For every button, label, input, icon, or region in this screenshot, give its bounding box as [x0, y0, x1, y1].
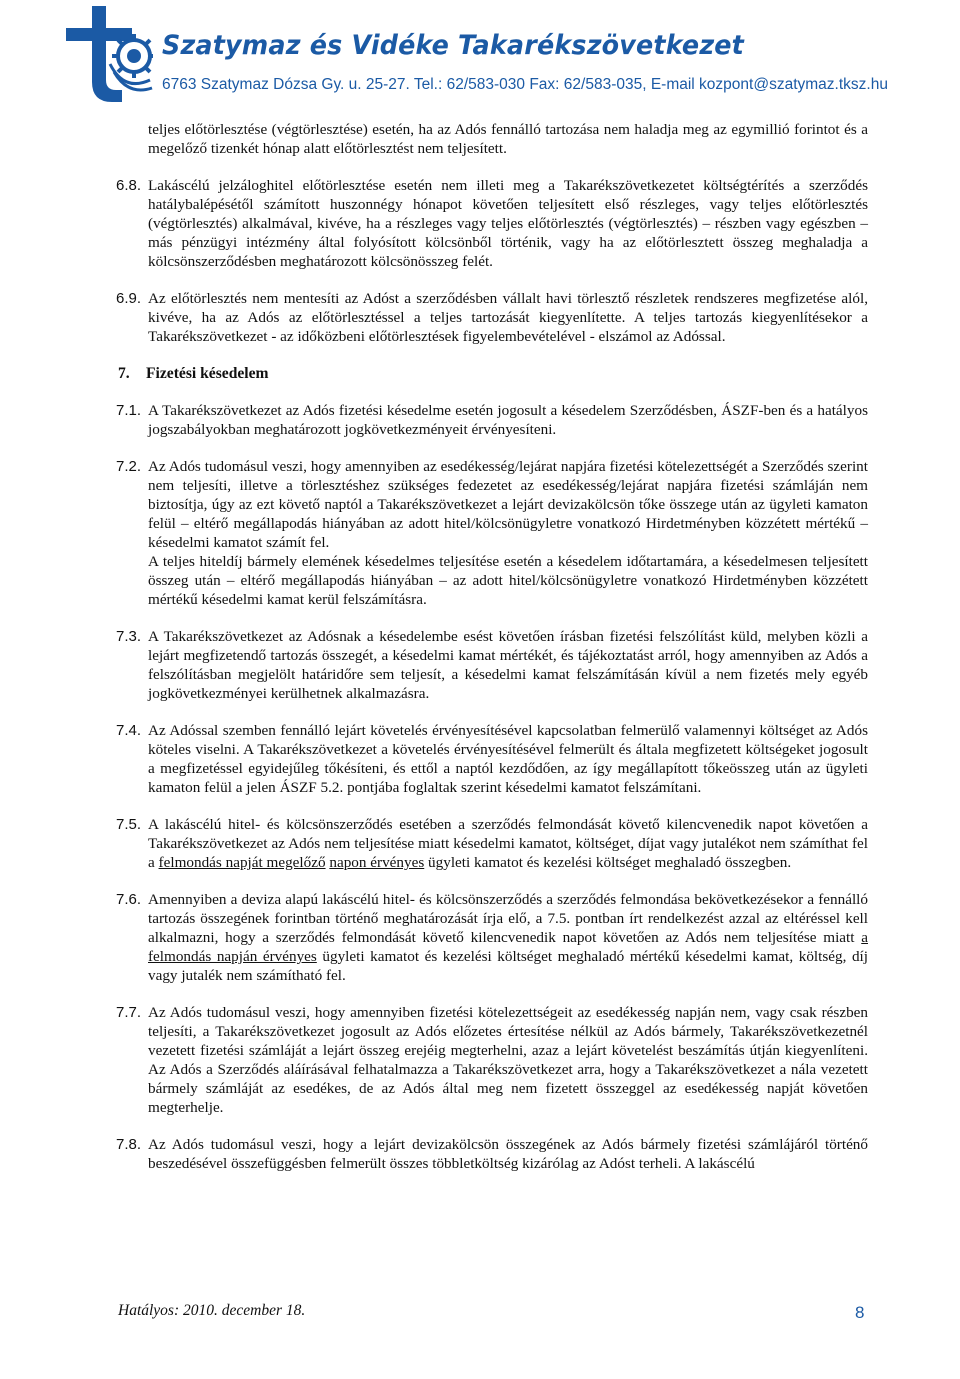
paragraph-6-9 — [118, 289, 868, 346]
paragraph-text: Az előtörlesztés nem mentesíti az Adóst a szerződésben vállalt havi törlesztő részletek rendszeres megfizetése alól, kivéve, ha az Adós az előtörlesztéssel a teljes tartozását kiegyenlítette. A teljes tartozás kiegyenlítésekor a Takarékszövetkezet - az időközbeni előtörlesztések figyelembevételével - elszámol az Adóssal. — [148, 290, 868, 345]
page-header — [0, 0, 960, 110]
paragraph-text-start: A lakáscélú hitel- és kölcsönszerződés esetében a szerződés felmondását követő kilencvenedik napot követően a Takarékszövetkezet az Adós nem teljesítése miatt késedelmi kamatot, költséget, díjat vagy jutalékot nem számíthat fel a — [148, 816, 868, 871]
organization-name: Szatymaz és Vidéke Takarékszövetkezet — [162, 30, 745, 61]
document-body — [118, 120, 868, 1191]
paragraph-number: 7.7. — [116, 1004, 142, 1021]
paragraph-text: Lakáscélú jelzáloghitel előtörlesztése esetén nem illeti meg a Takarékszövetkezetet költségtérítés a szerződés hatálybalépésétől számított huszonnégy hónapot követően teljesített első részleges, vagy teljes előtörlesztés (végtörlesztés) alkalmával, kivéve, ha a részleges vagy teljes előtörlesztés (végtörlesztés) – részben vagy egészben – más pénzügyi intézmény által folyósított kölcsönből történik, vagy ha az előtörlesztett összeg meghaladja a kölcsönszerződésben meghatározott kölcsönösszeg felét. — [148, 177, 868, 270]
effective-date: Hatályos: 2010. december 18. — [118, 1302, 306, 1319]
section-heading-7 — [118, 364, 868, 383]
paragraph-number: 7.1. — [116, 402, 142, 419]
paragraph-7-4 — [118, 721, 868, 797]
paragraph-number: 7.5. — [116, 816, 142, 833]
paragraph-text: Az Adóssal szemben fennálló lejárt követelés érvényesítésével kapcsolatban felmerülő valamennyi költséget az Adós köteles viselni. A Takarékszövetkezet a követelés érvényesítésével felmerült és általa megfizetett költségeket jogosult a megfizetéssel egyidejűleg tőkésíteni, és ettől a naptól kezdődően, az így megállapított tőkeösszeg után az ügyleti kamaton felül a jelen ÁSZF 5.2. pontjába foglaltak szerint késedelmi kamatot felszámítani. — [148, 722, 868, 796]
paragraph-text: A Takarékszövetkezet az Adós fizetési késedelme esetén jogosult a késedelem Szerződésben, ÁSZF-ben és a hatályos jogszabályokban meghatározott jogkövetkezményeit érvényesíteni. — [148, 402, 868, 438]
paragraph-7-8 — [118, 1135, 868, 1173]
paragraph-7-5 — [118, 815, 868, 872]
paragraph-text: Az Adós tudomásul veszi, hogy amennyiben az esedékesség/lejárat napjára fizetési kötelezettségét a Szerződés szerint nem teljesíti, illetve a törlesztéshez szükséges fedezetet az esedékesség/lejárat napjára fizetési számláján nem biztosítja, úgy az ezt követő naptól a Takarékszövetkezet a lejárt devizakölcsön tőke összege után az ügyleti kamaton felül – eltérő megállapodás hiányában az adott hitel/kölcsönügyletre vonatkozó Hirdetményben közzétett mértékű – késedelmi kamatot számít fel. — [148, 458, 868, 551]
paragraph-text: Az Adós tudomásul veszi, hogy a lejárt devizakölcsön összegének az Adós bármely fizetési számlájáról történő beszedésével összefüggésben felmerült összes többletköltség kizárólag az Adóst terheli. A lakáscélú — [148, 1136, 868, 1172]
paragraph-number: 6.8. — [116, 177, 142, 194]
section-number: 7. — [118, 365, 130, 382]
paragraph-7-7 — [118, 1003, 868, 1117]
paragraph-number: 7.4. — [116, 722, 142, 739]
underlined-phrase: napon érvényes — [329, 854, 425, 871]
paragraph-number: 7.2. — [116, 458, 142, 475]
paragraph-number: 7.8. — [116, 1136, 142, 1153]
paragraph-text-end: ügyleti kamatot és kezelési költséget meghaladó összegben. — [424, 854, 792, 871]
paragraph-7-2 — [118, 457, 868, 609]
paragraph-number: 7.6. — [116, 891, 142, 908]
paragraph-text-start: Amennyiben a deviza alapú lakáscélú hitel- és kölcsönszerződés a szerződés felmondása bekövetkezésekor a fennálló tartozás összegének forintban történő meghatározását írja elő, a 7.5. pontban írt rendelkezést azzal az eltéréssel kell alkalmazni, hogy a szerződés felmondását követő kilencvenedik napot követően az Adós nem teljesítése miatt — [148, 891, 868, 946]
paragraph-6-7-continuation: teljes előtörlesztése (végtörlesztése) esetén, ha az Adós fennálló tartozása nem haladja meg az egymillió forintot és a megelőző tizenkét hónap alatt előtörlesztést nem teljesített. — [148, 121, 868, 157]
paragraph-7-3 — [118, 627, 868, 703]
page-number: 8 — [855, 1303, 865, 1322]
section-title: Fizetési késedelem — [146, 365, 269, 382]
paragraph-text: Az Adós tudomásul veszi, hogy amennyiben fizetési kötelezettségeit az esedékesség napján nem, vagy csak részben teljesíti, a Takarékszövetkezet jogosult az Adós előzetes értesítése nélkül az Adós bármely, Takarékszövetkezetnél vezetett fizetési számláját a lejárt összeg erejéig megterhelni, azaz a lejárt követelést beszámítás útján kiegyenlíteni. Az Adós a Szerződés aláírásával felhatalmazza a Takarékszövetkezet arra, hogy a Takarékszövetkezet a nála vezetett bármely számláját az esedékes, de az Adós által meg nem fizetett összeggel az esedékesség napját követően megterhelje. — [148, 1004, 868, 1116]
cooperative-logo-icon — [62, 4, 154, 104]
underlined-phrase: felmondás napját megelőző — [158, 854, 326, 871]
paragraph-7-6 — [118, 890, 868, 985]
paragraph-6-8 — [118, 176, 868, 271]
organization-address: 6763 Szatymaz Dózsa Gy. u. 25-27. Tel.: 62/583-030 Fax: 62/583-035, E-mail kozpont@szatymaz.tksz.hu — [162, 76, 888, 93]
underlined-phrase: a felmondás napján érvényes — [148, 929, 868, 965]
paragraph-7-2-second-part: A teljes hiteldíj bármely elemének késedelmes teljesítése esetén a késedelem időtartamára, a késedelmesen teljesített összeg után – eltérő megállapodás hiányában – az adott hitel/kölcsönügyletre vonatkozó Hirdetményben közzétett mértékű késedelmi kamat kerül felszámításra. — [148, 553, 868, 608]
paragraph-number: 7.3. — [116, 628, 142, 645]
paragraph-number: 6.9. — [116, 290, 142, 307]
paragraph-text: A Takarékszövetkezet az Adósnak a késedelembe esést követően írásban fizetési felszólítást küld, melyben közli a lejárt megfizetendő tartozás összegét, a késedelmi kamat mértékét, és tájékoztatást arról, hogy amennyiben az Adós a felszólításban megjelölt határidőre sem teljesít, a késedelmi kamat felszámításán kívül a nem fizetés mely egyéb jogkövetkezményei kerülhetnek alkalmazásra. — [148, 628, 868, 702]
paragraph-text-end: ügyleti kamatot és kezelési költséget meghaladó mértékű késedelmi kamat, költség, díj vagy jutalék nem számítható fel. — [148, 948, 868, 984]
paragraph-7-1 — [118, 401, 868, 439]
